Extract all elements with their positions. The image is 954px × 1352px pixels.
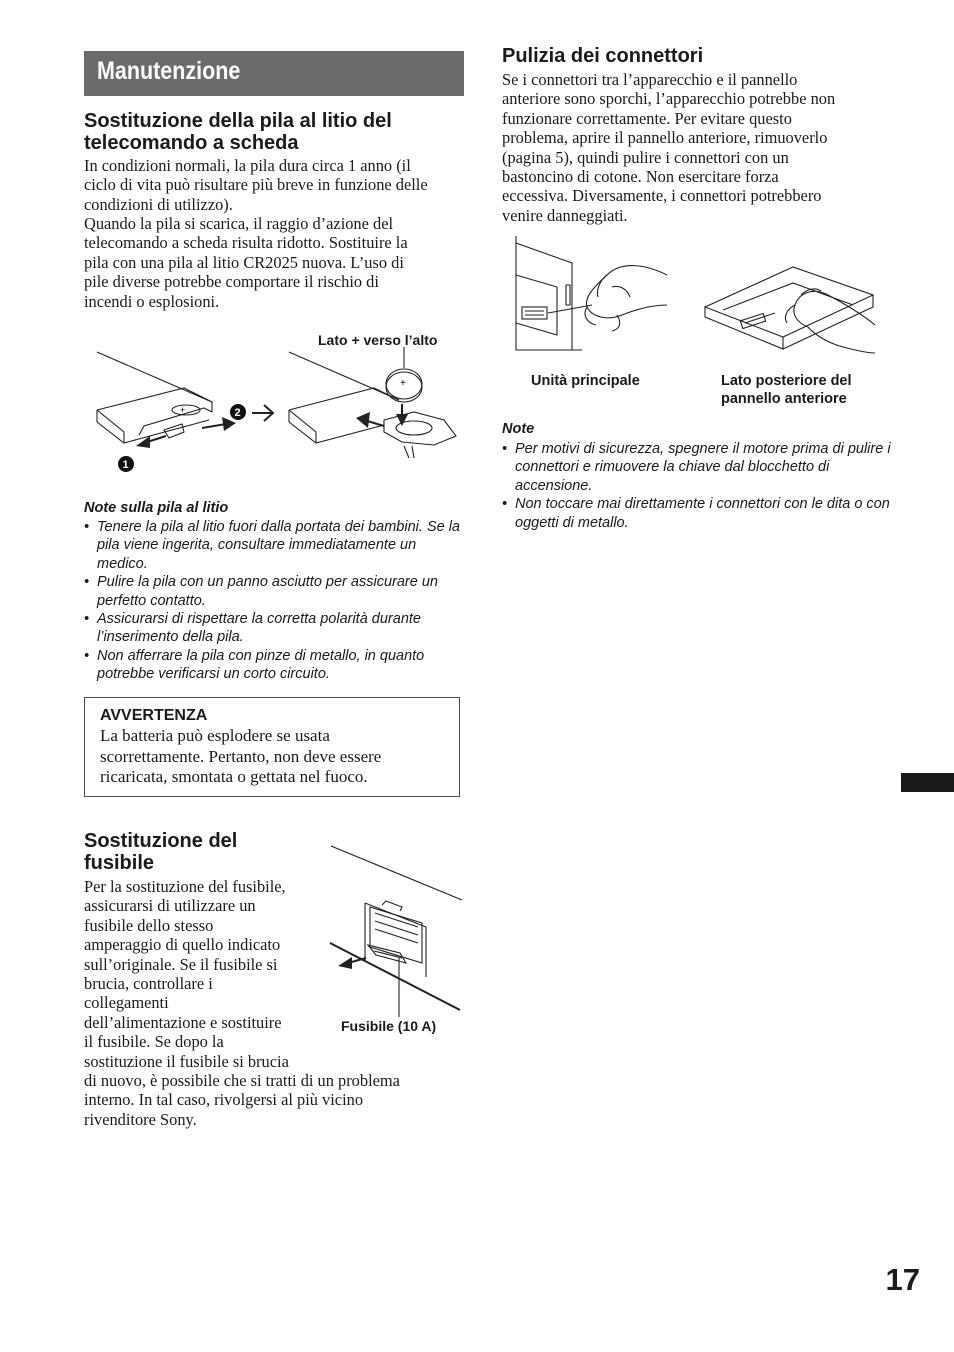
battery-paragraph-2: Quando la pila si scarica, il raggio d’azione del telecomando a scheda risulta ridotto. Sostituire la pila con una pila al litio CR2025 nuova. L’uso di pile diverse potrebbe comportare il rischio di incendi o esplosioni.	[84, 214, 408, 311]
page-number: 17	[885, 1262, 920, 1297]
battery-heading: Sostituzione della pila al litio del telecomando a scheda	[84, 110, 392, 154]
fuse-figure-label: Fusibile (10 A)	[341, 1018, 437, 1034]
list-item: • Non toccare mai direttamente i connettori con le dita o con oggetti di metallo.	[502, 495, 892, 532]
front-panel-cleaning-illustration	[703, 265, 878, 355]
svg-text:+: +	[180, 405, 186, 415]
svg-text:2: 2	[234, 407, 241, 419]
section-tab-marker	[901, 773, 954, 792]
connectors-paragraph: Se i connettori tra l’apparecchio e il pannello anteriore sono sporchi, l’apparecchio potrebbe non funzionare correttamente. Per evitare questo problema, aprire il pannello anteriore, rimuoverlo (pagina 5), quindi pulire i connettori con un bastoncino di cotone. Non esercitare forza eccessiva. Diversamente, i connettori potrebbero venire danneggiati.	[502, 70, 836, 225]
section-title: Manutenzione	[97, 57, 241, 85]
fuse-illustration	[330, 845, 465, 1020]
connectors-note-title: Note	[502, 421, 535, 437]
main-unit-cleaning-illustration	[512, 235, 672, 355]
fuse-paragraph: Per la sostituzione del fusibile, assicurarsi di utilizzare un fusibile dello stesso amperaggio di quello indicato sull’originale. Se il fusibile si brucia, controllare i collegamenti dell’alimentazione e sostituire il fusibile. Se dopo la sostituzione il fusibile si brucia di nuovo, è possibile che si tratti di un problema interno. In tal caso, rivolgersi al più vicino rivenditore Sony.	[84, 877, 400, 1129]
list-item: • Per motivi di sicurezza, spegnere il motore prima di pulire i connettori e rimuovere la chiave dal blocchetto di accensione.	[502, 440, 892, 495]
svg-text:1: 1	[122, 459, 129, 471]
list-item: • Assicurarsi di rispettare la corretta polarità durante l’inserimento della pila.	[84, 610, 464, 647]
connectors-heading: Pulizia dei connettori	[502, 45, 704, 67]
rear-panel-caption: Lato posteriore del pannello anteriore	[721, 373, 852, 407]
section-title-bar	[84, 51, 464, 96]
list-item: • Pulire la pila con un panno asciutto per assicurare un perfetto contatto.	[84, 573, 464, 610]
svg-text:+: +	[400, 378, 406, 389]
battery-notes-list	[84, 518, 464, 684]
battery-figure-label: Lato + verso l’alto	[318, 332, 438, 348]
warning-title: AVVERTENZA	[100, 707, 208, 724]
list-item: • Non afferrare la pila con pinze di metallo, in quanto potrebbe verificarsi un corto circuito.	[84, 647, 464, 684]
battery-notes-title: Note sulla pila al litio	[84, 500, 229, 516]
list-item: • Tenere la pila al litio fuori dalla portata dei bambini. Se la pila viene ingerita, consultare immediatamente un medico.	[84, 518, 464, 573]
warning-text: La batteria può esplodere se usata scorrettamente. Pertanto, non deve essere ricaricata, smontata o gettata nel fuoco.	[100, 726, 382, 786]
connectors-notes-list	[502, 440, 892, 532]
warning-box	[84, 697, 460, 797]
main-unit-caption: Unità principale	[531, 373, 640, 389]
battery-replacement-illustration	[84, 340, 469, 480]
battery-paragraph-1: In condizioni normali, la pila dura circa 1 anno (il ciclo di vita può risultare più breve in funzione delle condizioni di utilizzo).	[84, 156, 428, 214]
fuse-heading: Sostituzione del fusibile	[84, 830, 238, 874]
